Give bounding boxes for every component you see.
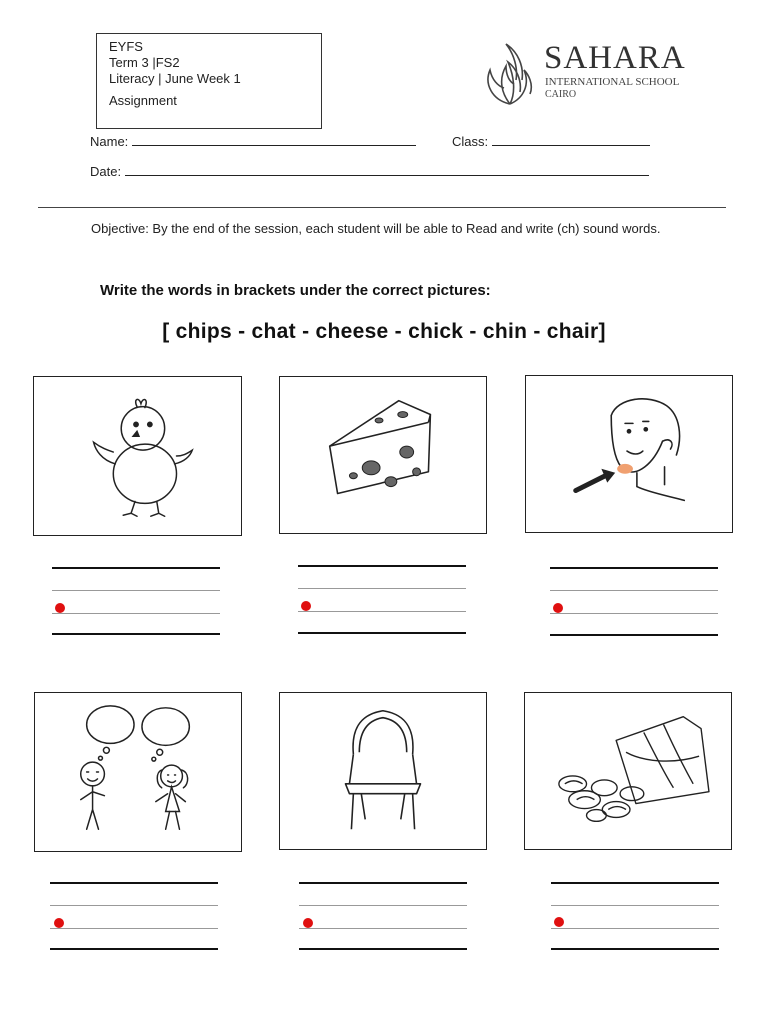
start-dot bbox=[301, 601, 311, 611]
word-bank: [ chips - chat - cheese - chick - chin - chair] bbox=[162, 320, 606, 343]
writing-line-base bbox=[299, 928, 467, 929]
date-label: Date: bbox=[90, 164, 122, 179]
writing-line-base bbox=[52, 613, 220, 614]
logo-city: CAIRO bbox=[545, 89, 577, 100]
writing-line-top bbox=[52, 567, 220, 569]
writing-line-mid bbox=[551, 905, 719, 906]
writing-line-mid bbox=[52, 590, 220, 591]
name-field[interactable] bbox=[90, 134, 416, 149]
objective-text: Objective: By the end of the session, each student will be able to Read and write (ch) sound words. bbox=[91, 221, 661, 236]
chair-icon bbox=[280, 693, 486, 849]
date-field[interactable] bbox=[90, 164, 649, 179]
divider bbox=[38, 207, 726, 208]
class-field[interactable] bbox=[452, 134, 650, 149]
writing-line-base bbox=[550, 613, 718, 614]
writing-line-bottom bbox=[52, 633, 220, 635]
writing-line-top bbox=[551, 882, 719, 884]
writing-line-bottom bbox=[50, 948, 218, 950]
writing-line-mid bbox=[550, 590, 718, 591]
picture-card-4 bbox=[34, 692, 242, 852]
writing-line-mid bbox=[299, 905, 467, 906]
start-dot bbox=[303, 918, 313, 928]
writing-line-top bbox=[299, 882, 467, 884]
picture-card-6 bbox=[524, 692, 732, 850]
chat-icon bbox=[35, 693, 241, 851]
info-line-assignment: Assignment bbox=[109, 93, 177, 108]
writing-line-bottom bbox=[298, 632, 466, 634]
picture-card-1 bbox=[33, 376, 242, 536]
writing-line-top bbox=[550, 567, 718, 569]
info-line-eyfs: EYFS bbox=[109, 39, 143, 54]
name-line[interactable] bbox=[132, 135, 416, 146]
chin-icon bbox=[526, 376, 732, 532]
instruction-text: Write the words in brackets under the correct pictures: bbox=[100, 282, 491, 299]
writing-line-base bbox=[551, 928, 719, 929]
picture-card-3 bbox=[525, 375, 733, 533]
name-label: Name: bbox=[90, 134, 129, 149]
logo-title: SAHARA bbox=[544, 40, 686, 76]
logo-subtitle: INTERNATIONAL SCHOOL bbox=[545, 76, 680, 88]
chick-icon bbox=[34, 377, 241, 535]
start-dot bbox=[55, 603, 65, 613]
picture-card-2 bbox=[279, 376, 487, 534]
writing-line-top bbox=[50, 882, 218, 884]
date-line[interactable] bbox=[125, 165, 649, 176]
writing-line-base bbox=[298, 611, 466, 612]
writing-line-bottom bbox=[299, 948, 467, 950]
cheese-icon bbox=[280, 377, 486, 533]
class-label: Class: bbox=[452, 134, 489, 149]
school-logo bbox=[480, 40, 686, 110]
writing-line-bottom bbox=[551, 948, 719, 950]
class-line[interactable] bbox=[492, 135, 650, 146]
start-dot bbox=[553, 603, 563, 613]
writing-line-top bbox=[298, 565, 466, 567]
writing-line-mid bbox=[50, 905, 218, 906]
writing-line-base bbox=[50, 928, 218, 929]
picture-card-5 bbox=[279, 692, 487, 850]
info-line-subject: Literacy | June Week 1 bbox=[109, 71, 241, 86]
writing-line-mid bbox=[298, 588, 466, 589]
flame-logo-icon bbox=[480, 40, 540, 108]
header-info-box bbox=[96, 33, 322, 129]
start-dot bbox=[554, 917, 564, 927]
start-dot bbox=[54, 918, 64, 928]
writing-line-bottom bbox=[550, 634, 718, 636]
info-line-term: Term 3 |FS2 bbox=[109, 55, 180, 70]
chips-icon bbox=[525, 693, 731, 849]
